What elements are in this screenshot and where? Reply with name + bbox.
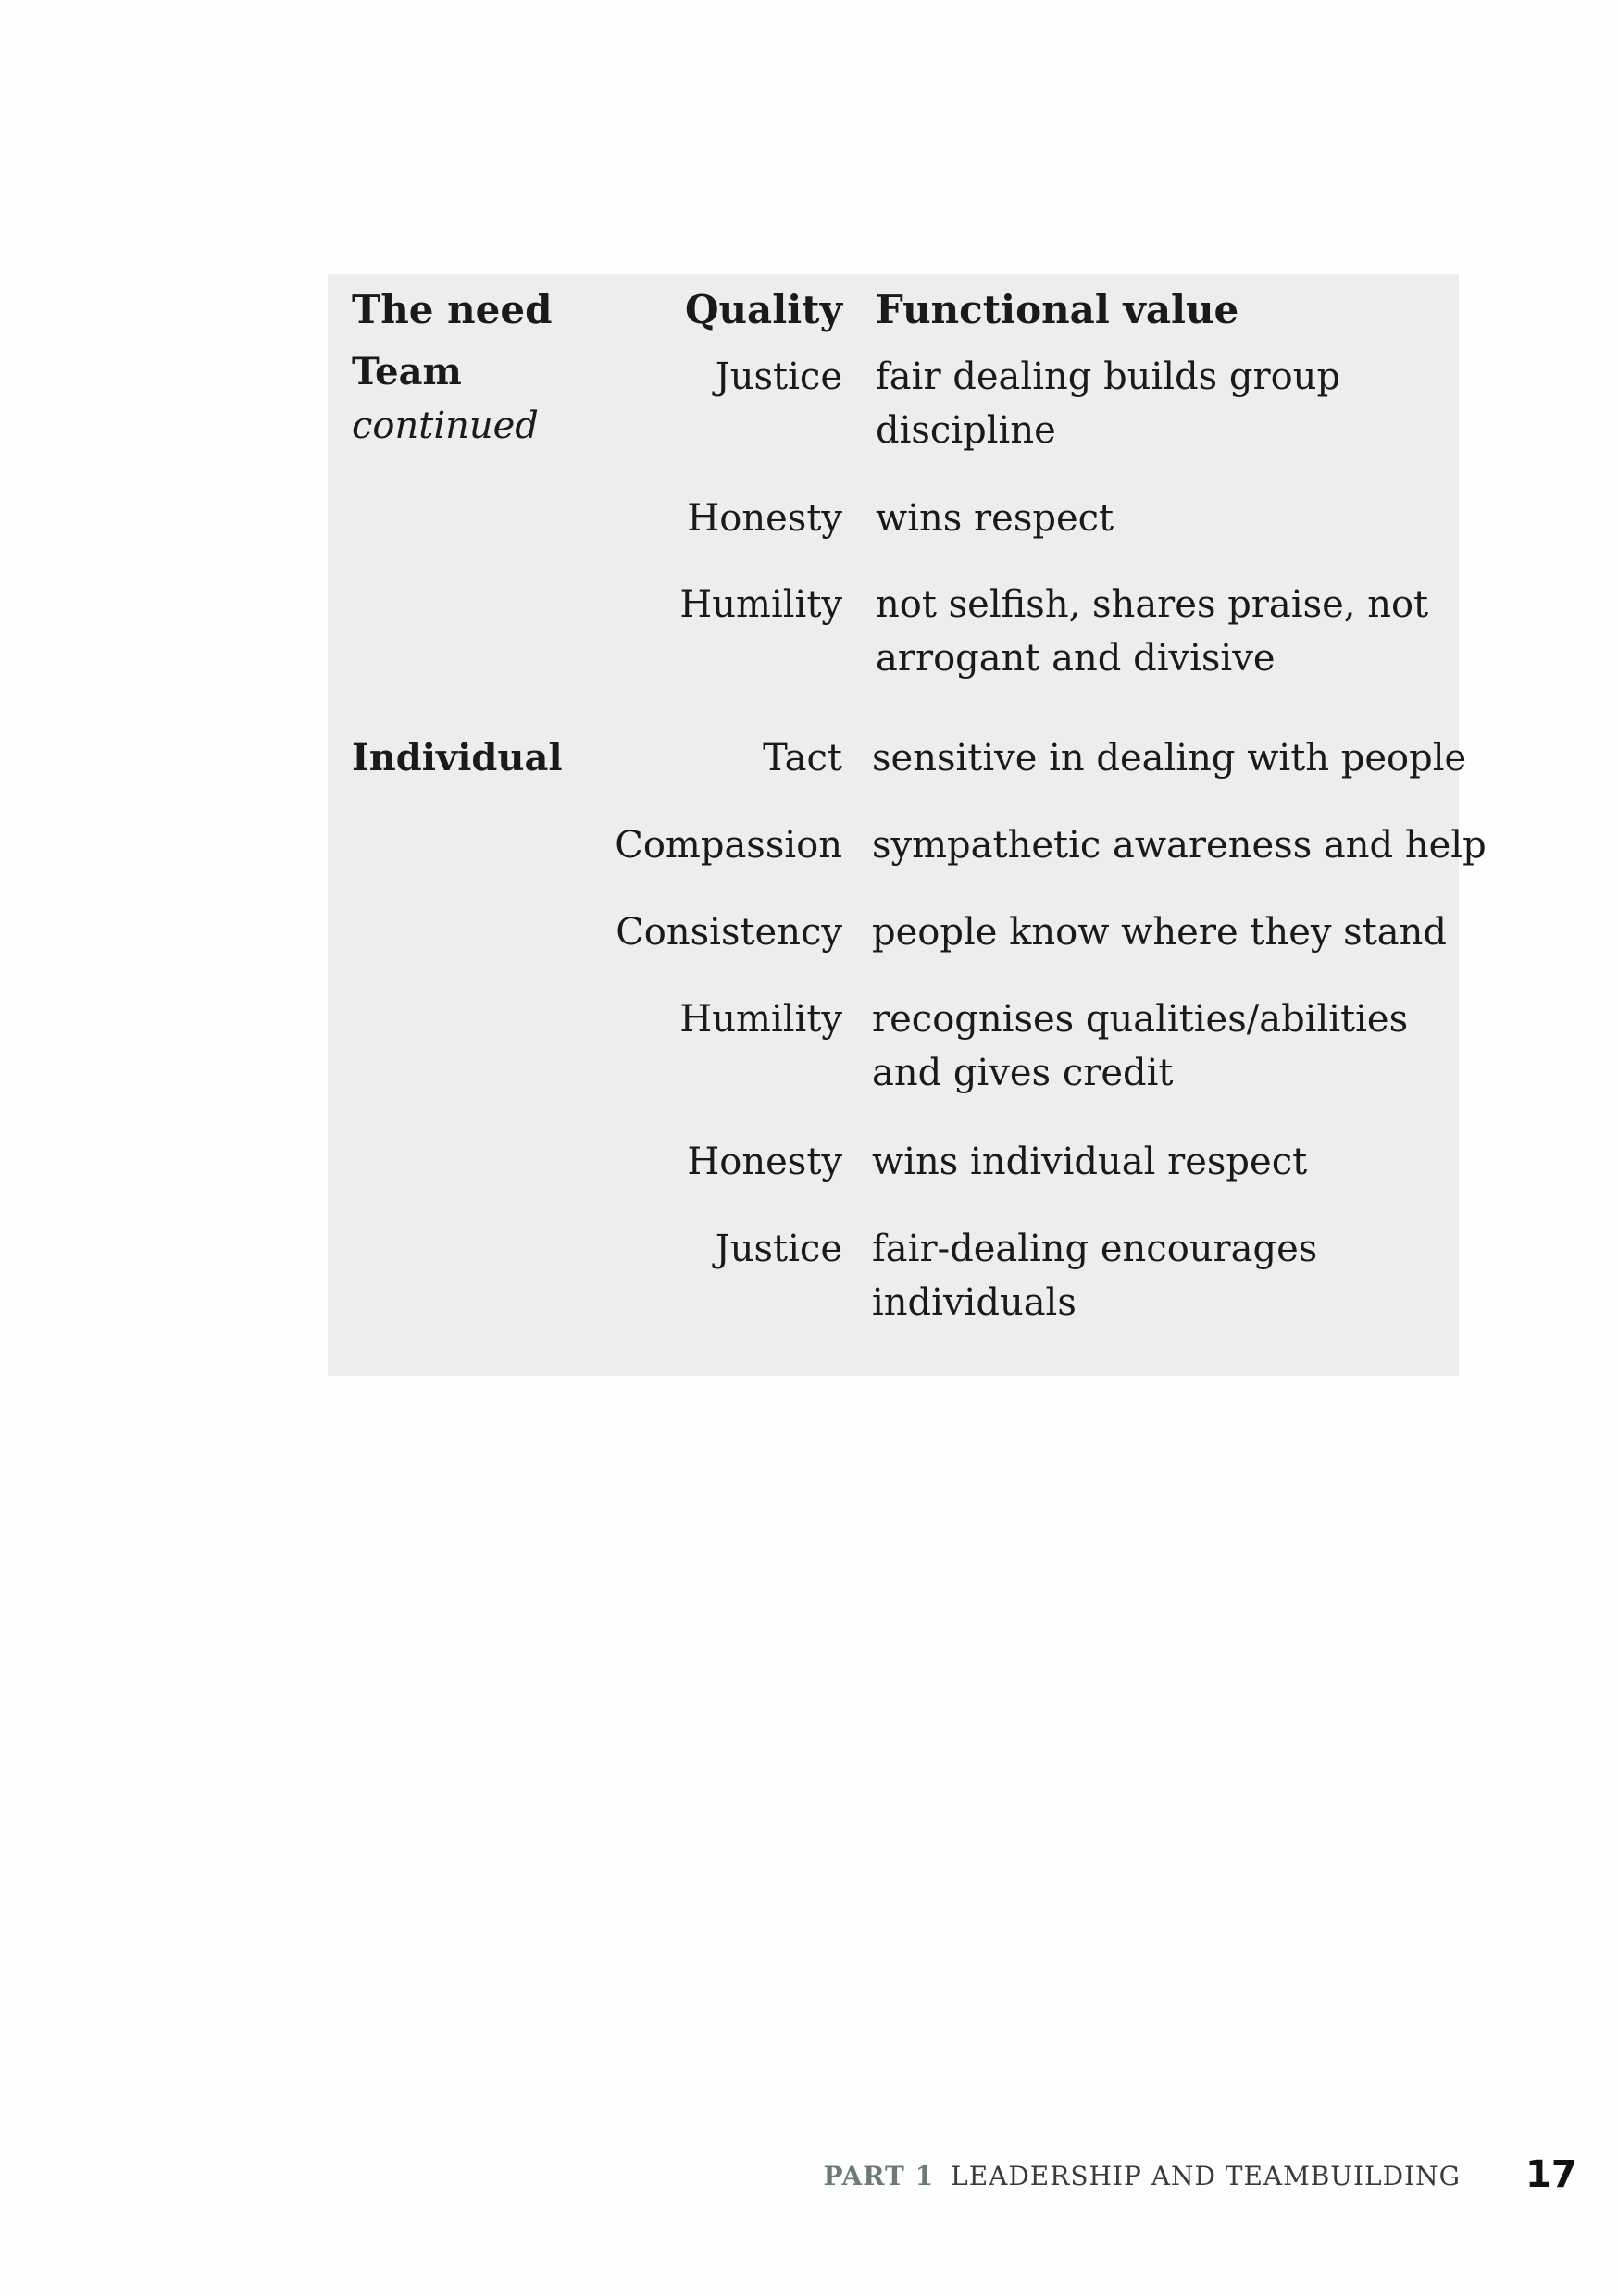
value-cell: arrogant and divisive (876, 637, 1276, 680)
value-cell: discipline (876, 409, 1056, 452)
quality-cell: Tact (763, 737, 842, 780)
header-need: The need (352, 287, 553, 332)
quality-cell: Compassion (615, 824, 842, 867)
value-cell: fair-dealing encourages (872, 1228, 1318, 1270)
value-cell: sensitive in dealing with people (872, 737, 1467, 780)
need-individual: Individual (352, 736, 563, 780)
header-functional-value: Functional value (876, 287, 1239, 332)
quality-cell: Humility (679, 583, 842, 626)
need-team-note: continued (352, 405, 539, 447)
footer-part: PART 1 (823, 2161, 935, 2191)
value-cell: not selfish, shares praise, not (876, 583, 1429, 626)
value-cell: recognises qualities/abilities (872, 998, 1409, 1041)
value-cell: wins respect (876, 497, 1114, 540)
page-number: 17 (1525, 2153, 1577, 2196)
running-footer (824, 2161, 1462, 2191)
need-team: Team (352, 350, 462, 393)
value-cell: and gives credit (872, 1052, 1174, 1094)
value-cell: people know where they stand (872, 911, 1447, 954)
header-quality: Quality (684, 287, 842, 332)
value-cell: wins individual respect (872, 1141, 1308, 1183)
quality-cell: Justice (715, 356, 842, 398)
value-cell: sympathetic awareness and help (872, 824, 1487, 867)
footer-title: LEADERSHIP AND TEAMBUILDING (951, 2161, 1461, 2191)
quality-cell: Humility (679, 998, 842, 1041)
quality-cell: Honesty (687, 1141, 842, 1183)
quality-cell: Consistency (616, 911, 842, 954)
value-cell: individuals (872, 1281, 1077, 1324)
quality-cell: Justice (715, 1228, 842, 1270)
value-cell: fair dealing builds group (876, 356, 1341, 398)
quality-cell: Honesty (687, 497, 842, 540)
